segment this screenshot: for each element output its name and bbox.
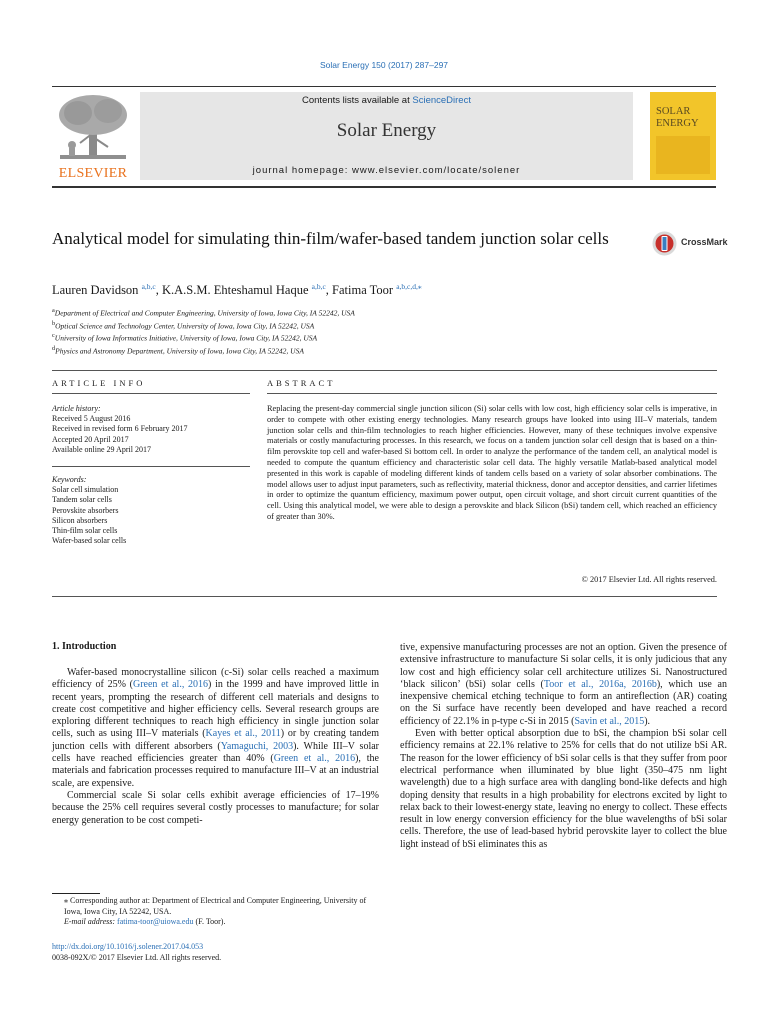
affiliation-key: d xyxy=(52,345,56,353)
contents-line xyxy=(140,95,633,106)
affiliation xyxy=(52,344,355,357)
keyword-item: Solar cell simulation xyxy=(52,485,119,495)
citation-link[interactable]: Savin et al., 2015 xyxy=(574,715,645,727)
footnote-text: Corresponding author at: Department of Electrical and Computer Engineering, University of Iowa, Iowa City, IA 52242, USA. xyxy=(64,896,367,916)
footnote-marker: ⁎ xyxy=(64,896,68,905)
keyword-item: Perovskite absorbers xyxy=(52,505,119,515)
paragraph-text: ) or by creating tandem junction cells with different absorbers ( xyxy=(52,728,380,752)
citation-link[interactable]: Toor et al., 2016a, 2016b xyxy=(543,678,657,690)
introduction-heading: 1. Introduction xyxy=(52,641,117,652)
author-name: Lauren Davidson xyxy=(52,283,139,298)
history-item: Accepted 20 April 2017 xyxy=(52,434,129,444)
contents-prefix: Contents lists available at xyxy=(302,95,413,106)
history-item: Received in revised form 6 February 2017 xyxy=(52,424,188,434)
keyword-item: Silicon absorbers xyxy=(52,515,108,525)
header-top-rule xyxy=(52,86,716,87)
author-list xyxy=(52,282,422,298)
crossmark-label[interactable]: CrossMark xyxy=(681,237,728,247)
info-top-rule xyxy=(52,370,717,371)
email-link[interactable]: fatima-toor@uiowa.edu xyxy=(117,917,194,926)
journal-title: Solar Energy xyxy=(336,120,437,141)
keywords-block xyxy=(52,475,252,546)
abstract-heading: ABSTRACT xyxy=(267,378,336,388)
author-affiliation-marks[interactable]: a,b,c xyxy=(311,282,326,291)
publisher-name: ELSEVIER xyxy=(58,166,128,181)
intro-paragraph-3 xyxy=(400,728,727,851)
author-name: Fatima Toor xyxy=(332,283,394,298)
citation-link[interactable]: Kayes et al., 2011 xyxy=(205,728,281,740)
keyword-item: Wafer-based solar cells xyxy=(52,536,127,546)
abstract-bottom-rule xyxy=(52,596,717,597)
affiliation-text: University of Iowa Informatics Initiative, University of Iowa, Iowa City, IA 52242, USA xyxy=(54,333,318,343)
paragraph-text: ). xyxy=(644,715,651,727)
journal-homepage xyxy=(140,165,633,176)
article-title: Analytical model for simulating thin-film/wafer-based tandem junction solar cells xyxy=(52,229,609,248)
affiliation-key: a xyxy=(52,307,55,314)
cover-title-line1: SOLAR xyxy=(656,106,691,117)
keywords-rule xyxy=(52,466,250,467)
keyword-item: Thin-film solar cells xyxy=(52,526,118,536)
affiliation-text: Optical Science and Technology Center, University of Iowa, Iowa City, IA 52242, USA xyxy=(55,321,315,331)
left-column xyxy=(52,667,379,827)
email-suffix: (F. Toor). xyxy=(193,917,226,926)
keywords-list xyxy=(52,485,252,546)
affiliation xyxy=(52,319,355,332)
history-list xyxy=(52,414,252,455)
intro-paragraph-2 xyxy=(52,790,379,827)
citation-link[interactable]: Yamaguchi, 2003 xyxy=(220,740,294,752)
abstract-rule xyxy=(267,393,717,394)
crossmark-icon[interactable] xyxy=(652,231,677,256)
right-column xyxy=(400,642,727,851)
info-rule xyxy=(52,393,250,394)
intro-paragraph-2-continued xyxy=(400,642,727,728)
paragraph-text: Wafer-based monocrystalline silicon (c-Si) solar cells reached a maximum efficiency of 25% ( xyxy=(52,667,379,691)
keywords-label: Keywords: xyxy=(52,475,87,484)
article-history xyxy=(52,404,252,455)
affiliation-key: c xyxy=(52,332,55,340)
affiliation-key: b xyxy=(52,319,56,327)
intro-paragraph-1 xyxy=(52,667,379,790)
citation-link[interactable]: Green et al., 2016 xyxy=(132,679,209,691)
abstract-copyright: © 2017 Elsevier Ltd. All rights reserved. xyxy=(581,575,717,584)
affiliation xyxy=(52,306,355,319)
cover-art xyxy=(656,136,710,174)
doi-link[interactable]: http://dx.doi.org/10.1016/j.solener.2017.04.053 xyxy=(52,942,204,951)
author-affiliation-marks[interactable]: a,b,c xyxy=(141,282,156,291)
paragraph-text: ). While III–V solar cells have reached efficiencies greater than 40% ( xyxy=(52,740,380,765)
citation-link[interactable]: Green et al., 2016 xyxy=(273,753,356,765)
journal-cover xyxy=(650,92,716,180)
history-item: Available online 29 April 2017 xyxy=(52,444,151,454)
author-name: K.A.S.M. Ehteshamul Haque xyxy=(161,283,309,298)
email-label: E-mail address: xyxy=(64,917,118,926)
issn-line: 0038-092X/© 2017 Elsevier Ltd. All rights reserved. xyxy=(52,952,222,962)
affiliation-text: Department of Electrical and Computer Engineering, University of Iowa, Iowa City, IA 52242, USA xyxy=(54,308,355,318)
paragraph-text: Commercial scale Si solar cells exhibit average efficiencies of 17–19% because the 25% cell requires several costly processes to manufacture; for solar energy generation to be cost competi- xyxy=(52,789,379,826)
paragraph-text: tive, expensive manufacturing processes are not an option. Given the presence of extensive infrastructure to manufacture Si solar cells, it is only judicious that any low cost and high efficiency solar cell architecture utilizes Si. Nanostructured ‘black silicon’ (bSi) solar cells ( xyxy=(400,642,727,690)
paragraph-text: Even with better optical absorption due to bSi, the champion bSi solar cell efficiency remains at 22.1% relative to 25% for cells that do not utilize bSi AR. The reason for the lower efficiency of bSi solar cells is that they suffer from poor electrical performance when illuminated by blue light (350–475 nm light wavelength) due to a high surface area with dangling bond-like defects and high doping density that results in a high probability for electrons excited by light to relax back to their lowest-energy state, leaving no energy to collect. These effects result in low energy conversion efficiency for the blue wavelengths of bSi solar cells. Therefore, the use of lead-based hybrid perovskite layer to collect the blue light instead of bSi eliminates this as xyxy=(400,728,727,850)
affiliation xyxy=(52,331,355,344)
footnote-rule xyxy=(52,893,100,894)
sciencedirect-link[interactable]: ScienceDirect xyxy=(412,95,471,106)
author-separator: , xyxy=(155,283,162,298)
journal-citation[interactable]: Solar Energy 150 (2017) 287–297 xyxy=(319,60,449,70)
homepage-url[interactable]: www.elsevier.com/locate/solener xyxy=(352,165,521,176)
corresponding-author-footnote xyxy=(52,896,379,928)
cover-title-line2: ENERGY xyxy=(656,118,699,129)
homepage-prefix: journal homepage: xyxy=(252,165,353,176)
header-bottom-rule xyxy=(52,186,716,188)
article-info-heading: ARTICLE INFO xyxy=(52,378,146,388)
author-affiliation-marks[interactable]: a,b,c,d,⁎ xyxy=(396,282,422,291)
author-separator: , xyxy=(325,283,333,298)
paragraph-text: ), which use an inexpensive chemical etching technique to form an antireflection (AR) coating on the Si surface have recently been developed and have reached a record efficiency of 22.1% in p-type c-Si in 2015 ( xyxy=(400,678,727,727)
abstract-text: Replacing the present-day commercial single junction silicon (Si) solar cells with low cost, high efficiency solar cells is imperative, in order to compete with other existing energy technologies. Many research groups have looked into using III–V materials, tandem junction solar cells and thin-film technologies to reach higher efficiencies. However, many of these techniques involve expensive materials or costly manufacturing processes. In this research, we focus on a tandem junction solar cell design that is based on a thin-film perovskite top cell and wafer-based Si bottom cell. In order to analyze the performance of the tandem cell, an analytical model is needed to compute the quantum efficiency and characteristic solar cell data. The highly versatile Matlab-based analytical model presented in this work is capable of modeling different kinds of tandem cells based on a variety of solar absorber combinations. The model allows user to adjust input parameters, such as reflectivity, material thickness, donor and acceptor densities, and carrier lifetimes in order to optimize the quantum efficiency, maximum power output, open circuit voltage, and short circuit current quantities of the cell. Using this analytical model, we were able to design a perovskite and black Silicon (bSi) tandem cell, which reached an efficiency of greater than 30%. xyxy=(267,404,717,521)
affiliation-text: Physics and Astronomy Department, University of Iowa, Iowa City, IA 52242, USA xyxy=(55,346,304,356)
paragraph-text: ), the materials and fabrication processes required to manufacture III–V at an industrial scale, are expensive. xyxy=(52,753,379,789)
history-label: Article history: xyxy=(52,404,101,413)
history-item: Received 5 August 2016 xyxy=(52,414,131,424)
affiliation-list xyxy=(52,306,355,357)
paragraph-text: ) in the 1999 and have improved little in recent years, prompting the research of different cell materials and designs to create cost competitive and higher efficiency cells. Several research groups are exploring different techniques to reach high efficiency in single junction solar cells, such as using III–V materials ( xyxy=(52,679,379,740)
page-bottom xyxy=(52,942,379,963)
keyword-item: Tandem solar cells xyxy=(52,495,112,505)
